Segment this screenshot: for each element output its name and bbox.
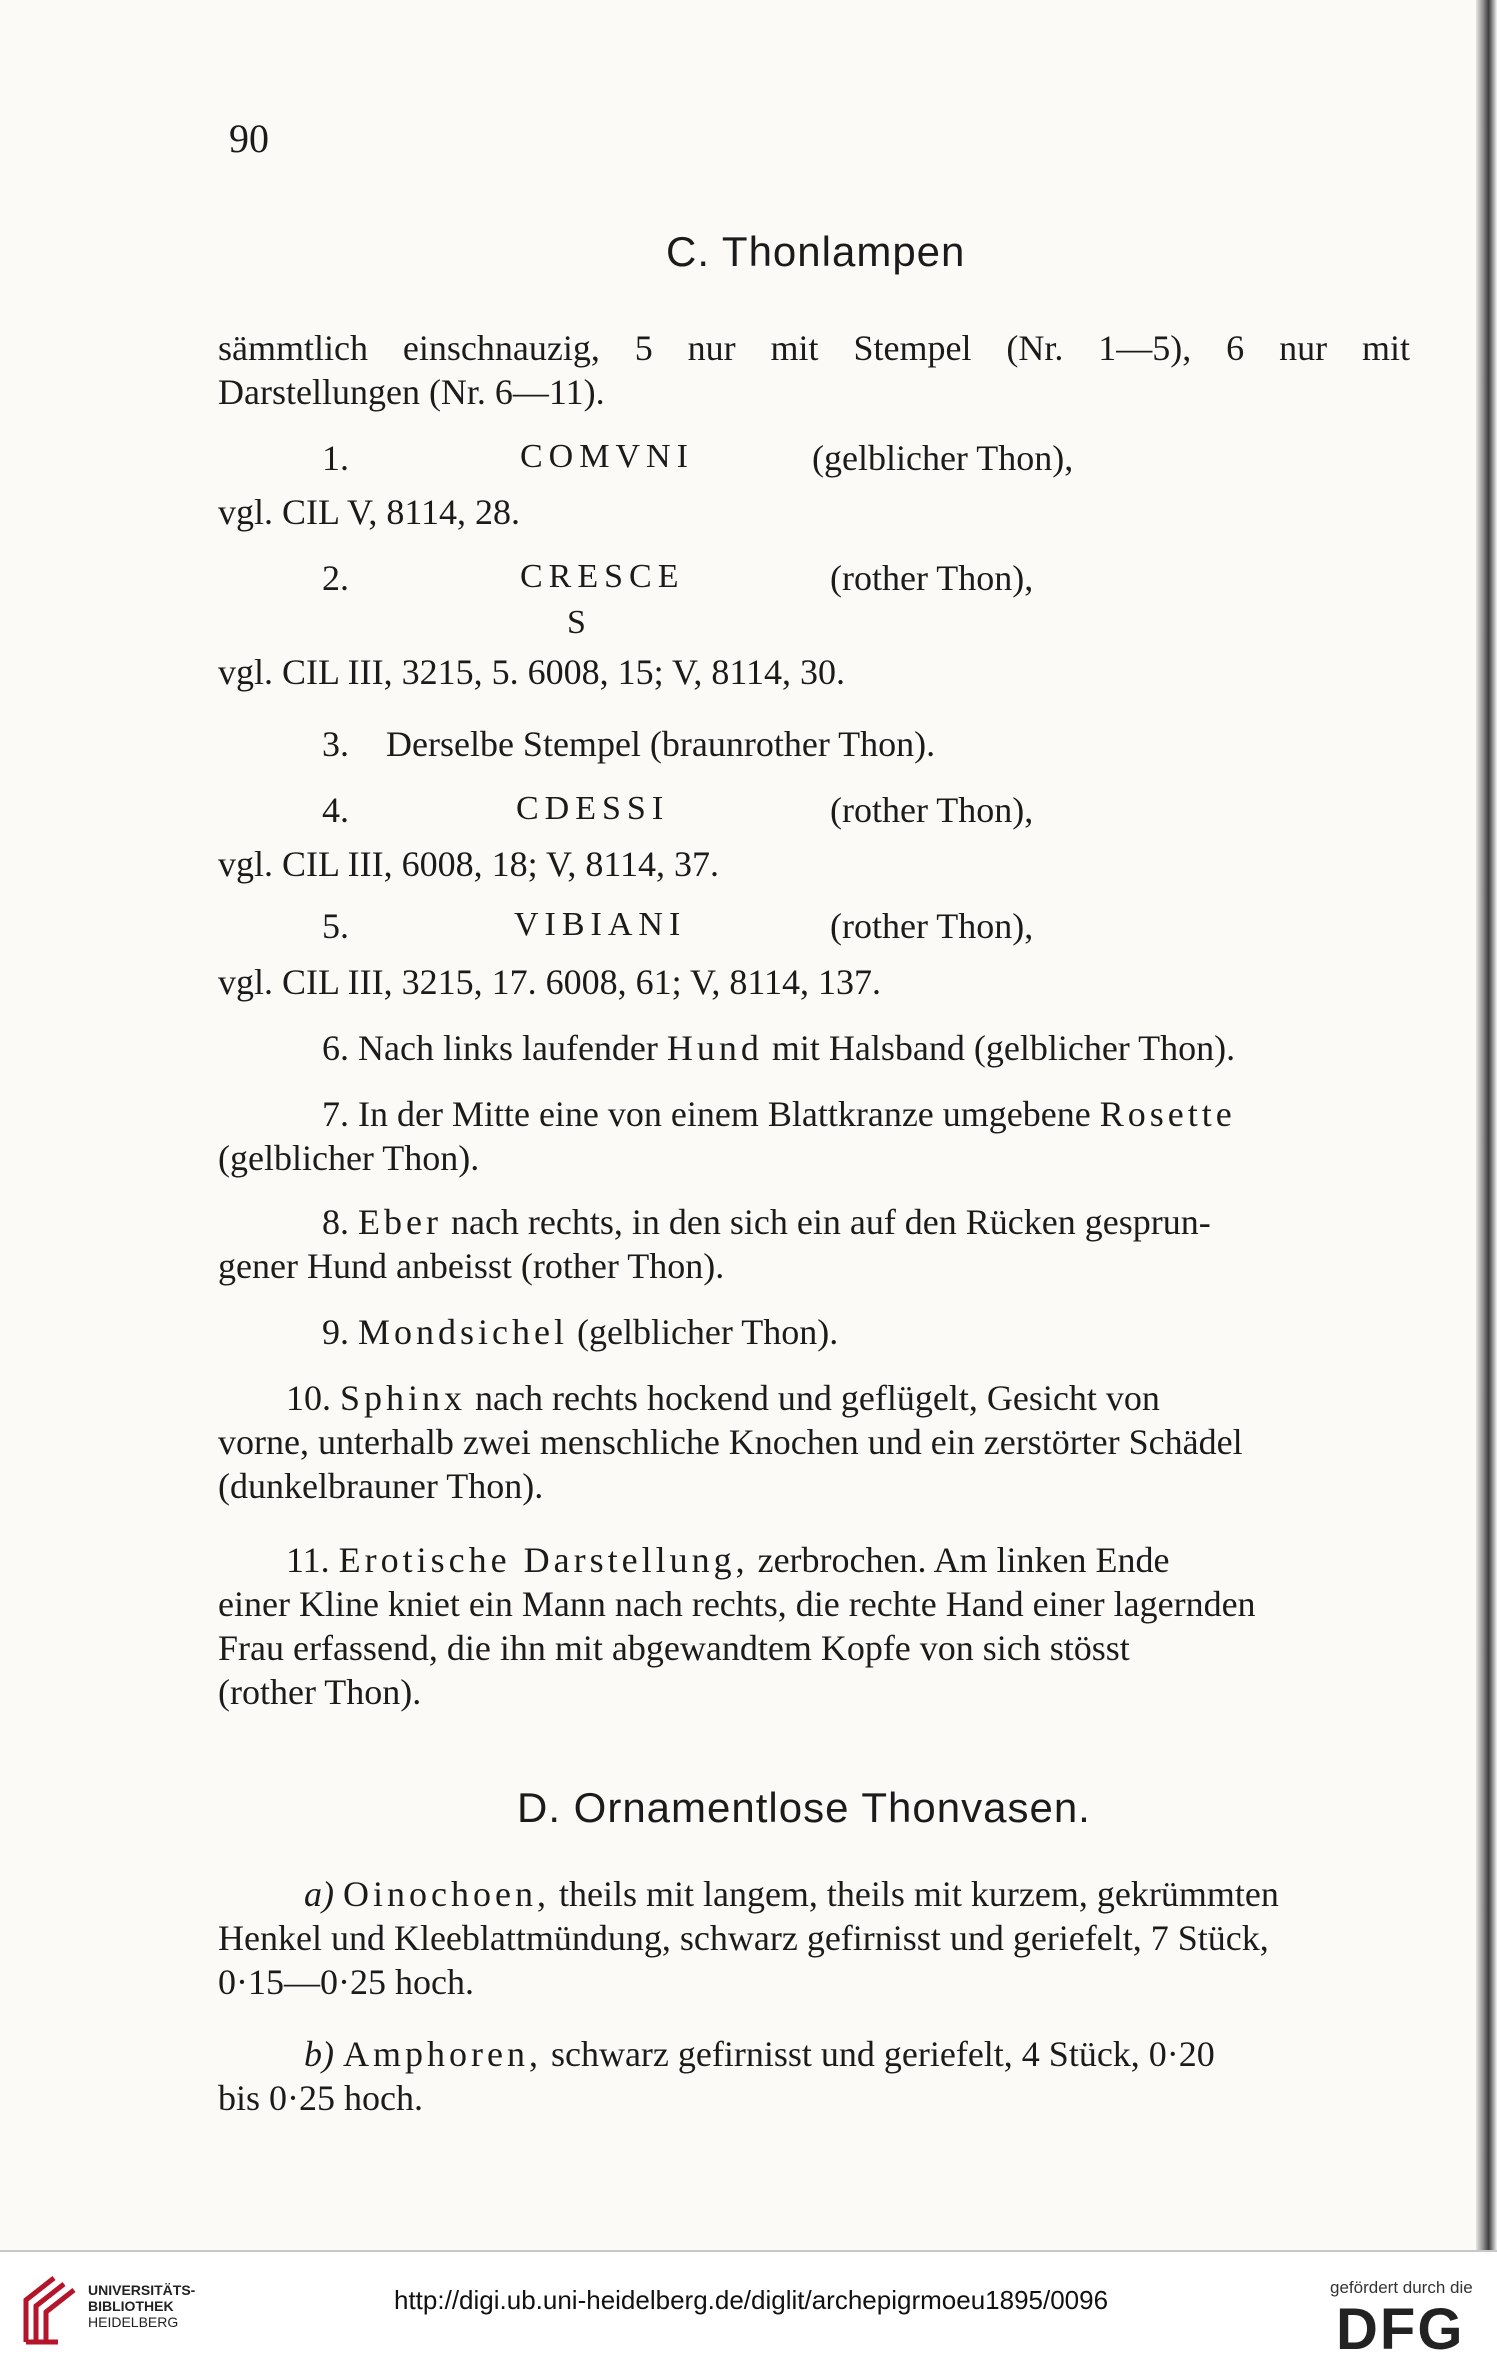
- stamp-inscription: CDESSI: [516, 790, 670, 827]
- intro-line-2: Darstellungen (Nr. 6—11).: [218, 372, 605, 412]
- spaced-term: Oinochoen,: [343, 1874, 550, 1914]
- spaced-term: Erotische Darstellung,: [338, 1540, 749, 1580]
- item-number: 2.: [322, 558, 349, 598]
- item-number: 8.: [322, 1202, 349, 1242]
- spaced-term: Mondsichel: [358, 1312, 568, 1352]
- item-text-line-2: vorne, unterhalb zwei menschliche Knochen und ein zerstörter Schädel: [218, 1422, 1243, 1462]
- spaced-term: Rosette: [1099, 1094, 1236, 1134]
- spaced-term: Amphoren,: [343, 2034, 542, 2074]
- item-text: mit Halsband (gelblicher Thon).: [771, 1028, 1236, 1068]
- clay-description: (gelblicher Thon),: [812, 438, 1074, 478]
- library-name-line-3: HEIDELBERG: [88, 2314, 179, 2330]
- stamp-inscription: CRESCE: [520, 558, 685, 595]
- item-text-line-2: einer Kline kniet ein Mann nach rechts, die rechte Hand einer lagernden: [218, 1584, 1256, 1624]
- stamp-inscription: VIBIANI: [514, 906, 687, 943]
- cil-reference: vgl. CIL III, 3215, 17. 6008, 61; V, 8114, 137.: [218, 962, 881, 1002]
- item-text: nach rechts, in den sich ein auf den Rücken gesprun-: [450, 1202, 1211, 1242]
- intro-line-1: sämmtlich einschnauzig, 5 nur mit Stempel (Nr. 1—5), 6 nur mit: [218, 328, 1410, 368]
- section-c-heading: C. Thonlampen: [666, 228, 966, 275]
- spaced-term: Hund: [666, 1028, 763, 1068]
- group-mark: b): [304, 2034, 334, 2074]
- library-name-line-2: BIBLIOTHEK: [88, 2298, 174, 2314]
- item-text: (gelblicher Thon).: [576, 1312, 839, 1352]
- cil-reference: vgl. CIL V, 8114, 28.: [218, 492, 521, 532]
- item-text: zerbrochen. Am linken Ende: [757, 1540, 1170, 1580]
- item-number: 7.: [322, 1094, 349, 1134]
- funding-note: gefördert durch die: [1330, 2278, 1473, 2297]
- library-name-line-1: UNIVERSITÄTS-: [88, 2282, 196, 2298]
- scan-edge: [1476, 0, 1497, 2250]
- item-number: 6.: [322, 1028, 349, 1068]
- item-number: 5.: [322, 906, 349, 946]
- item-number: 10.: [286, 1378, 331, 1418]
- item-text: nach rechts hockend und geflügelt, Gesicht von: [475, 1378, 1160, 1418]
- clay-description: (rother Thon),: [830, 558, 1034, 598]
- cil-reference: vgl. CIL III, 6008, 18; V, 8114, 37.: [218, 844, 719, 884]
- item-text-line-2: bis 0·25 hoch.: [218, 2078, 423, 2118]
- catalog-item-6: [322, 1026, 1235, 1070]
- item-text-line-3: 0·15—0·25 hoch.: [218, 1962, 474, 2002]
- item-text-line-4: (rother Thon).: [218, 1672, 422, 1712]
- item-text-line-2: gener Hund anbeisst (rother Thon).: [218, 1246, 725, 1286]
- stamp-inscription-line-2: S: [567, 604, 592, 641]
- item-number: 11.: [286, 1540, 330, 1580]
- item-number: 9.: [322, 1312, 349, 1352]
- section-d-heading: D. Ornamentlose Thonvasen.: [517, 1784, 1091, 1831]
- item-text: theils mit langem, theils mit kurzem, gekrümmten: [558, 1874, 1279, 1914]
- item-number: 4.: [322, 790, 349, 830]
- spaced-term: Eber: [358, 1202, 442, 1242]
- source-url-link[interactable]: http://digi.ub.uni-heidelberg.de/diglit/archepigrmoeu1895/0096: [394, 2285, 1109, 2315]
- clay-description: (rother Thon),: [830, 906, 1034, 946]
- dfg-logo: DFG: [1336, 2297, 1465, 2362]
- item-text: Derselbe Stempel (braunrother Thon).: [386, 724, 936, 764]
- page-number: 90: [229, 116, 269, 161]
- library-logo-icon: [18, 2272, 80, 2352]
- item-text: Nach links laufender: [358, 1028, 658, 1068]
- item-text-line-3: (dunkelbrauner Thon).: [218, 1466, 544, 1506]
- item-text: schwarz gefirnisst und geriefelt, 4 Stück, 0·20: [550, 2034, 1215, 2074]
- spaced-term: Sphinx: [340, 1378, 467, 1418]
- group-mark: a): [304, 1874, 334, 1914]
- item-text: In der Mitte eine von einem Blattkranze umgebene: [358, 1094, 1091, 1134]
- stamp-inscription: COMVNI: [520, 438, 694, 475]
- item-text-line-3: Frau erfassend, die ihn mit abgewandtem Kopfe von sich stösst: [218, 1628, 1130, 1668]
- item-number: 1.: [322, 438, 349, 478]
- catalog-item-9: [322, 1310, 838, 1354]
- digitization-footer: [0, 2250, 1497, 2376]
- item-text-line-2: (gelblicher Thon).: [218, 1138, 480, 1178]
- cil-reference: vgl. CIL III, 3215, 5. 6008, 15; V, 8114, 30.: [218, 652, 845, 692]
- item-text-line-2: Henkel und Kleeblattmündung, schwarz gefirnisst und geriefelt, 7 Stück,: [218, 1918, 1269, 1958]
- clay-description: (rother Thon),: [830, 790, 1034, 830]
- item-number: 3.: [322, 724, 349, 764]
